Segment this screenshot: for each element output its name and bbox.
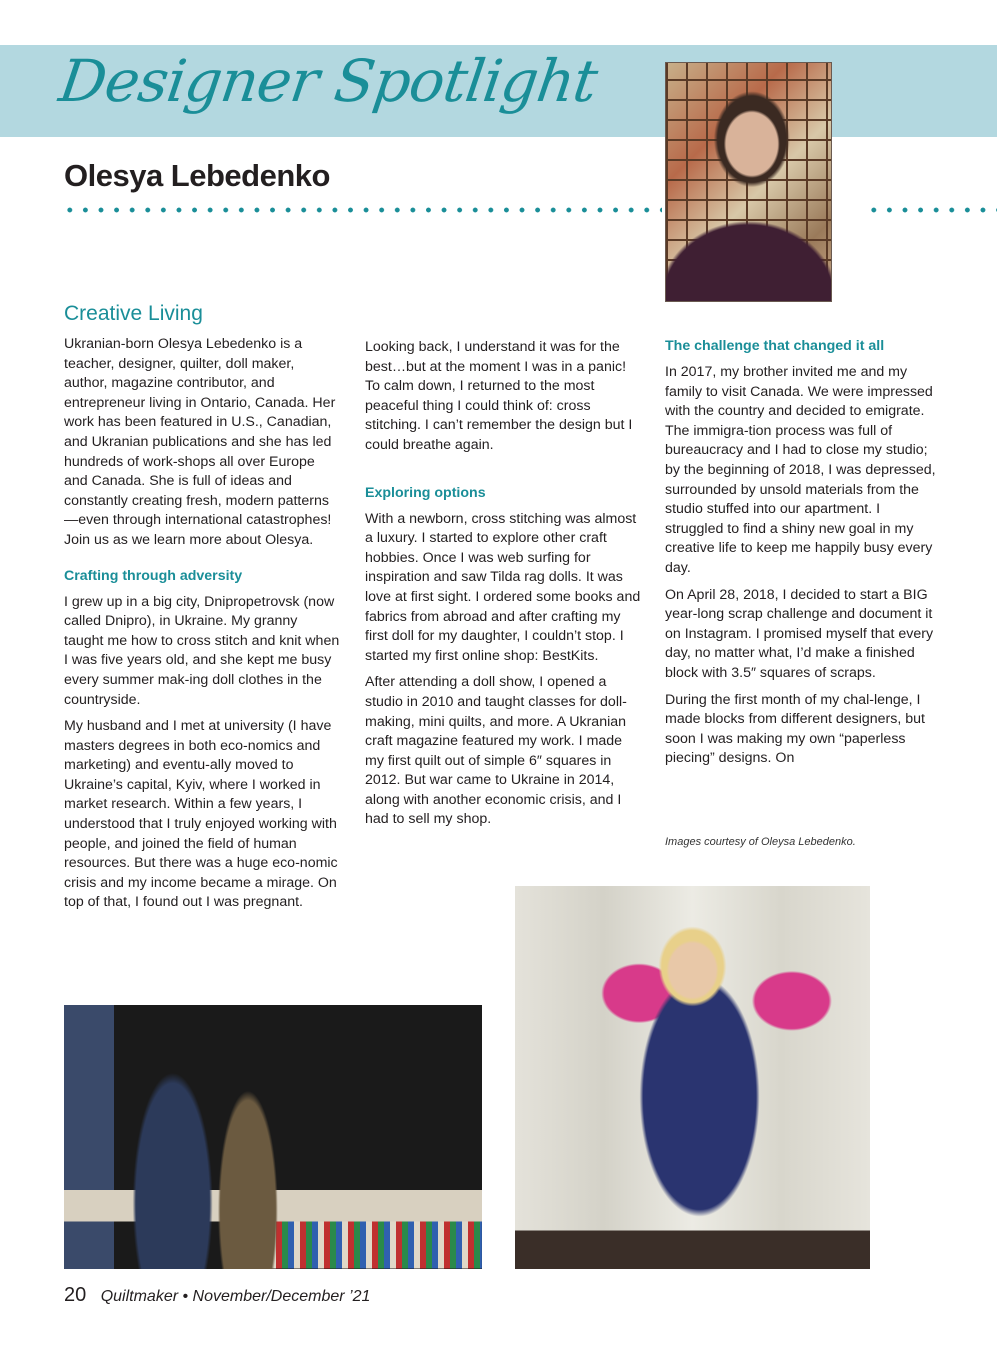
paragraph: With a newborn, cross stitching was almost a luxury. I started to explore other craft hobbies. Once I was web surfing for inspiration and saw Tilda rag dolls. It was love at first sight. I ordered some books and fabrics from abroad and after crafting my first doll for my daughter, I couldn’t stop. I started my first online shop: BestKits. xyxy=(365,510,641,664)
publication-info: Quiltmaker • November/December ’21 xyxy=(100,1288,371,1305)
page-footer xyxy=(64,1284,370,1307)
dotted-divider xyxy=(62,207,662,213)
subhead-exploring-options: Exploring options xyxy=(365,484,486,501)
page-number: 20 xyxy=(64,1284,87,1306)
portrait-photo xyxy=(665,62,832,302)
craft-booth-photo xyxy=(64,1005,482,1269)
paragraph: After attending a doll show, I opened a studio in 2010 and taught classes for doll-making, mini quilts, and more. A Ukranian craft magazine featured my work. I made my first quilt out of simple 6″ squares in 2012. But war came to Ukraine in 2014, along with another economic crisis, and I had to sell my shop. xyxy=(365,674,627,828)
column-1 xyxy=(64,302,340,920)
paragraph: I grew up in a big city, Dnipropetrovsk (now called Dnipro), in Ukraine. My granny taught me how to cross stitch and knit when I was five years old, and she kept me busy every summer mak-ing doll clothes in the countryside. xyxy=(64,593,340,708)
section-title: Designer Spotlight xyxy=(55,47,601,115)
dotted-divider-right xyxy=(866,207,997,213)
intro-paragraph: Ukranian-born Olesya Lebedenko is a teacher, designer, quilter, doll maker, author, magazine contributor, and entrepreneur living in Ontario, Canada. Her work has been featured in U.S., Canadian, and Ukranian publications and she has led hundreds of work-shops all over Europe and Canada. She is full of ideas and constantly creating fresh, modern patterns—even through international catastrophes! Join us as we learn more about Olesya. xyxy=(64,336,336,548)
subhead-crafting-through-adversity: Crafting through adversity xyxy=(64,567,243,584)
paragraph: On April 28, 2018, I decided to start a BIG year-long scrap challenge and document it on Instagram. I promised myself that every day, no matter what, I’d make a finished block with 3.5″ squares of scraps. xyxy=(665,586,934,681)
paragraph: In 2017, my brother invited me and my family to visit Canada. We were impressed with the country and decided to emigrate. The immigra-tion process was full of bureaucracy and I had to close my studio; by the beginning of 2018, I was depressed, surrounded by unsold materials from the studio stuffed into our apartment. I struggled to find a shiny new goal in my creative life to keep me happily busy every day. xyxy=(665,364,936,576)
subhead-the-challenge: The challenge that changed it all xyxy=(665,338,885,354)
column-3 xyxy=(665,337,941,776)
paragraph: Looking back, I understand it was for the best…but at the moment I was in a panic! To calm down, I returned to the most peaceful thing I could think of: cross stitching. I can’t remember the design but I could breathe again. xyxy=(365,339,633,453)
image-credit: Images courtesy of Oleysa Lebedenko. xyxy=(665,836,856,848)
column-2 xyxy=(365,338,641,837)
designer-name: Olesya Lebedenko xyxy=(64,158,330,193)
girl-with-unicorn-photo xyxy=(515,886,870,1269)
paragraph: My husband and I met at university (I have masters degrees in both eco-nomics and marketing) and eventu-ally moved to Ukraine’s capital, Kyiv, where I worked in market research. Within a few years, I understood that I truly enjoyed working with people, and joined the field of human resources. But there was a huge eco-nomic crisis and my income became a mirage. On top of that, I found out I was pregnant. xyxy=(64,718,338,911)
paragraph: During the first month of my chal-lenge, I made blocks from different designers, but soon I was making my own “paperless piecing” designs. On xyxy=(665,691,925,767)
intro-heading: Creative Living xyxy=(64,302,203,325)
